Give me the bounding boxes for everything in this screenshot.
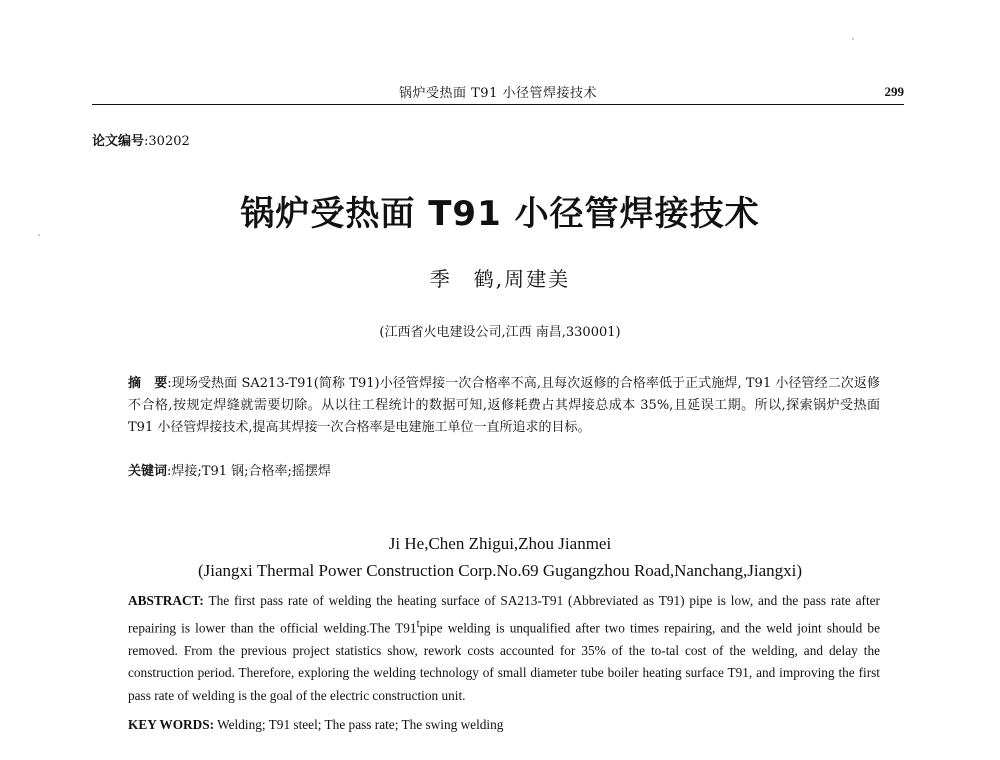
- running-title: 锅炉受热面 T91 小径管焊接技术: [399, 86, 597, 101]
- keywords-english-label: KEY WORDS:: [128, 717, 215, 732]
- abstract-chinese-text: :现场受热面 SA213-T91(简称 T91)小径管焊接一次合格率不高,且每次返修的合格率低于正式施焊, T91 小径管经二次返修不合格,按规定焊缝就需要切除。从以往工程统计的数据可知,返修耗费占其焊接总成本 35%,且延误工期。所以,探索锅炉受热面 T91 小径管焊接技术,提高其焊接一次合格率是电建施工单位一直所追求的目标。: [128, 376, 880, 435]
- paper-title: 锅炉受热面 T91 小径管焊接技术: [240, 194, 760, 234]
- header-rule: [92, 104, 904, 105]
- authors-chinese: 季 鹤,周建美: [429, 267, 571, 291]
- keywords-english-text: Welding; T91 steel; The pass rate; The swing welding: [217, 717, 504, 732]
- page-number: 299: [884, 84, 904, 99]
- abstract-chinese: [128, 373, 880, 439]
- abstract-english-superscript: t: [416, 617, 420, 630]
- abstract-chinese-label: 摘 要: [128, 376, 168, 391]
- paper-number-label: 论文编号: [92, 134, 145, 149]
- scan-speck: [38, 234, 40, 236]
- paper-number: [92, 130, 190, 149]
- abstract-english-text: The first pass rate of welding the heating surface of SA213-T91 (Abbreviated as T91) pipe is low, and the pass rate after repairing is lower than the official welding.The T91: [128, 593, 880, 636]
- abstract-english-label: ABSTRACT:: [128, 593, 204, 608]
- running-header: [92, 82, 904, 104]
- abstract-english: [128, 590, 880, 707]
- keywords-chinese-label: 关键词: [128, 464, 168, 479]
- abstract-english-text-cont: pipe welding is unqualified after two times repairing, and the weld joint should be removed. From the previous project statistics show, rework costs accounted for 35% of the to-tal cost of the welding, and delay the construction period. Therefore, exploring the welding technology of small diameter tube boiler heating surface T91, and improving the first pass rate of welding is the goal of the electric construction unit.: [128, 620, 880, 703]
- affiliation-chinese: (江西省火电建设公司,江西 南昌,330001): [379, 325, 621, 340]
- authors-english: Ji He,Chen Zhigui,Zhou Jianmei: [388, 534, 612, 553]
- affiliation-english: (Jiangxi Thermal Power Construction Corp.No.69 Gugangzhou Road,Nanchang,Jiangxi): [197, 561, 803, 580]
- keywords-english: [128, 714, 880, 736]
- keywords-chinese: [128, 461, 880, 483]
- paper-number-value: :30202: [144, 134, 190, 149]
- scan-speck: [852, 38, 854, 40]
- keywords-chinese-text: :焊接;T91 钢;合格率;摇摆焊: [167, 464, 331, 479]
